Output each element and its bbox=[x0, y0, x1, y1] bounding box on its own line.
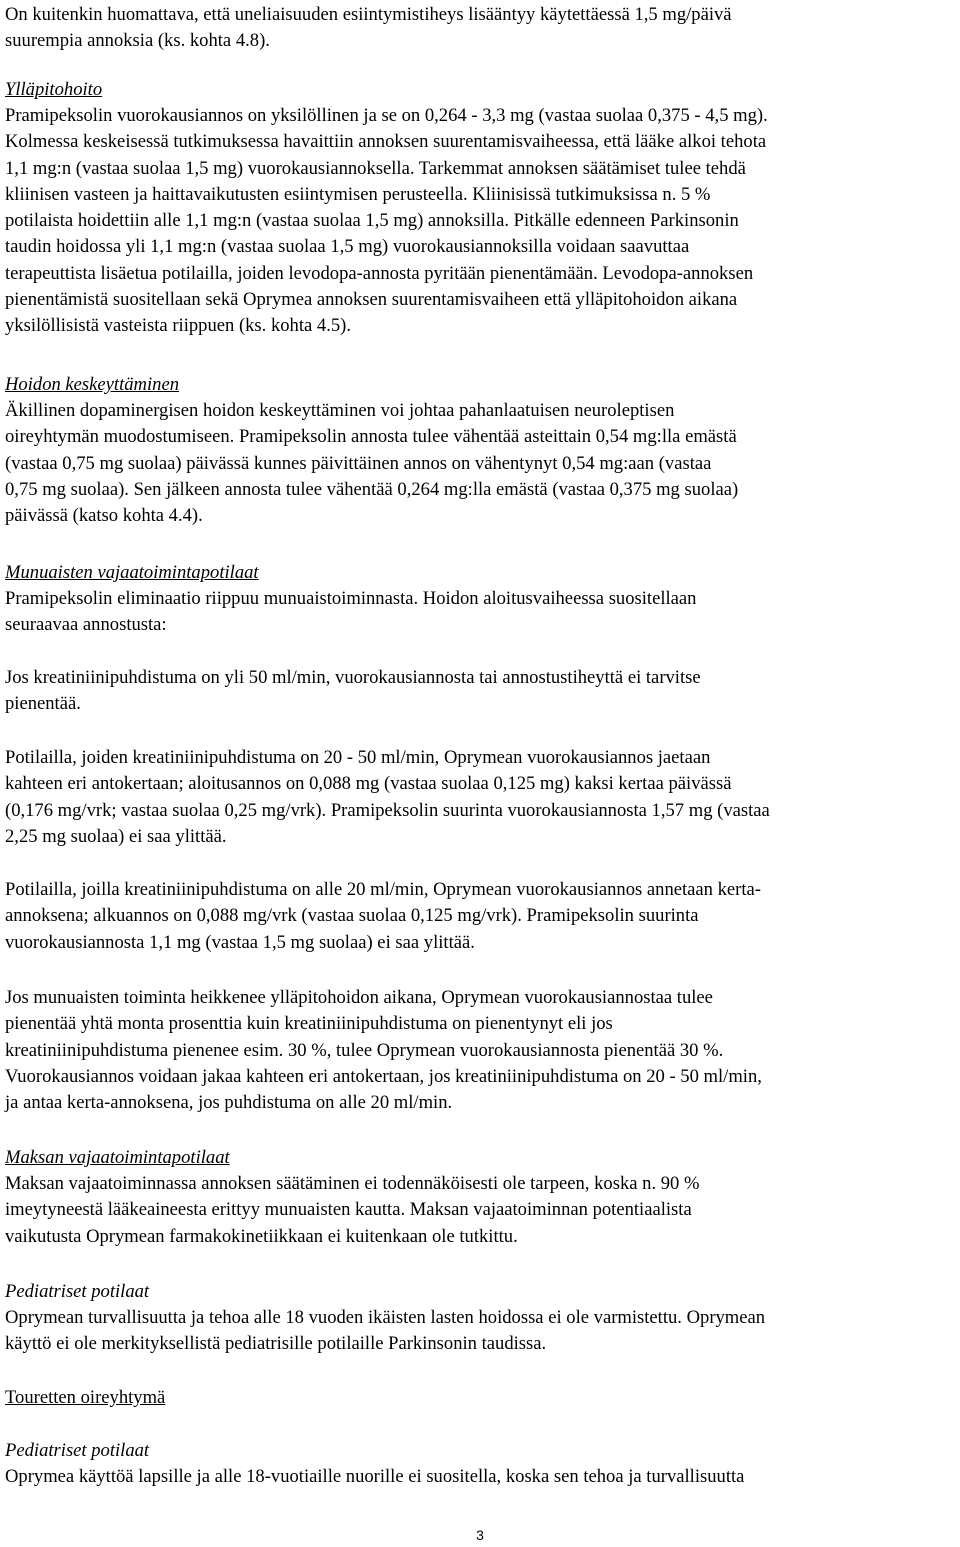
discontinuation-paragraph: Äkillinen dopaminergisen hoidon keskeyttäminen voi johtaa pahanlaatuisen neuroleptisen oireyhtymän muodostumiseen. Pramipeksolin annosta tulee vähentää asteittain 0,54 mg:lla emästä (vastaa 0,75 mg suolaa) päivässä kunnes päivittäinen annos on vähentynyt 0,54 mg:aan (vastaa 0,75 mg suolaa). Sen jälkeen annosta tulee vähentää 0,264 mg:lla emästä (vastaa 0,375 mg suolaa) päivässä (katso kohta 4.4). bbox=[5, 400, 739, 527]
maintenance-heading: Ylläpitohoito bbox=[5, 79, 103, 100]
renal-paragraph-2: Jos kreatiniinipuhdistuma on yli 50 ml/min, vuorokausiannosta tai annostustiheyttä ei tarvitse pienentää. bbox=[5, 667, 701, 715]
renal-paragraph-3: Potilailla, joiden kreatiniinipuhdistuma on 20 - 50 ml/min, Oprymean vuorokausiannos jaetaan kahteen eri antokertaan; aloitusannos on 0,088 mg (vastaa suolaa 0,125 mg) kaksi kertaa päivässä (0,176 mg/vrk; vastaa suolaa 0,25 mg/vrk). Pramipeksolin suurinta vuorokausiannosta 1,57 mg (vastaa 2,25 mg suolaa) ei saa ylittää. bbox=[5, 747, 770, 847]
maintenance-paragraph: Pramipeksolin vuorokausiannos on yksilöllinen ja se on 0,264 - 3,3 mg (vastaa suolaa 0,375 - 4,5 mg). Kolmessa keskeisessä tutkimuksessa havaittiin annoksen suurentamisvaiheessa, että lääke alkoi tehota 1,1 mg:n (vastaa suolaa 1,5 mg) vuorokausiannoksella. Tarkemmat annoksen säätämiset tulee tehdä kliinisen vasteen ja haittavaikutusten esiintymisen perusteella. Kliinisissä tutkimuksissa n. 5 % potilaista hoidettiin alle 1,1 mg:n (vastaa suolaa 1,5 mg) annoksilla. Pitkälle edenneen Parkinsonin taudin hoidossa yli 1,1 mg:n (vastaa suolaa 1,5 mg) vuorokausiannoksilla voidaan saavuttaa terapeuttista lisäetua potilailla, joiden levodopa-annosta pyritään pienentämään. Levodopa-annoksen pienentämistä suositellaan sekä Oprymea annoksen suurentamisvaiheen että ylläpitohoidon aikana yksilöllisistä vasteista riippuen (ks. kohta 4.5). bbox=[5, 105, 768, 337]
renal-paragraph-5: Jos munuaisten toiminta heikkenee ylläpitohoidon aikana, Oprymean vuorokausiannostaa tulee pienentää yhtä monta prosenttia kuin kreatiniinipuhdistuma on pienentynyt eli jos kreatiniinipuhdistuma pienenee esim. 30 %, tulee Oprymean vuorokausiannosta pienentää 30 %. Vuorokausiannos voidaan jakaa kahteen eri antokertaan, jos kreatiniinipuhdistuma on 20 - 50 ml/min, ja antaa kerta-annoksena, jos puhdistuma on alle 20 ml/min. bbox=[5, 987, 762, 1114]
hepatic-heading: Maksan vajaatoimintapotilaat bbox=[5, 1147, 230, 1168]
intro-paragraph: On kuitenkin huomattava, että uneliaisuuden esiintymistiheys lisääntyy käytettäessä 1,5 mg/päivä suurempia annoksia (ks. kohta 4.8). bbox=[5, 4, 732, 52]
tourette-pediatric-heading: Pediatriset potilaat bbox=[5, 1440, 150, 1461]
renal-paragraph-4: Potilailla, joilla kreatiniinipuhdistuma on alle 20 ml/min, Oprymean vuorokausiannos annetaan kerta- annoksena; alkuannos on 0,088 mg/vrk (vastaa suolaa 0,125 mg/vrk). Pramipeksolin suurinta vuorokausiannosta 1,1 mg (vastaa 1,5 mg suolaa) ei saa ylittää. bbox=[5, 879, 761, 953]
pediatric-heading: Pediatriset potilaat bbox=[5, 1281, 150, 1302]
discontinuation-heading: Hoidon keskeyttäminen bbox=[5, 374, 179, 395]
renal-paragraph-1: Pramipeksolin eliminaatio riippuu munuaistoiminnasta. Hoidon aloitusvaiheessa suositellaan seuraavaa annostusta: bbox=[5, 588, 697, 636]
page-number: 3 bbox=[476, 1527, 484, 1543]
tourette-pediatric-paragraph: Oprymea käyttöä lapsille ja alle 18-vuotiaille nuorille ei suositella, koska sen tehoa ja turvallisuutta bbox=[5, 1466, 745, 1487]
pediatric-paragraph: Oprymean turvallisuutta ja tehoa alle 18 vuoden ikäisten lasten hoidossa ei ole varmistettu. Oprymean käyttö ei ole merkityksellistä pediatrisille potilaille Parkinsonin taudissa. bbox=[5, 1307, 766, 1355]
hepatic-paragraph: Maksan vajaatoiminnassa annoksen säätäminen ei todennäköisesti ole tarpeen, koska n. 90 % imeytyneestä lääkeaineesta erittyy munuaisten kautta. Maksan vajaatoiminnan potentiaalista vaikutusta Oprymean farmakokinetiikkaan ei kuitenkaan ole tutkittu. bbox=[5, 1173, 700, 1247]
tourette-heading: Touretten oireyhtymä bbox=[5, 1387, 166, 1408]
renal-heading: Munuaisten vajaatoimintapotilaat bbox=[5, 562, 259, 583]
